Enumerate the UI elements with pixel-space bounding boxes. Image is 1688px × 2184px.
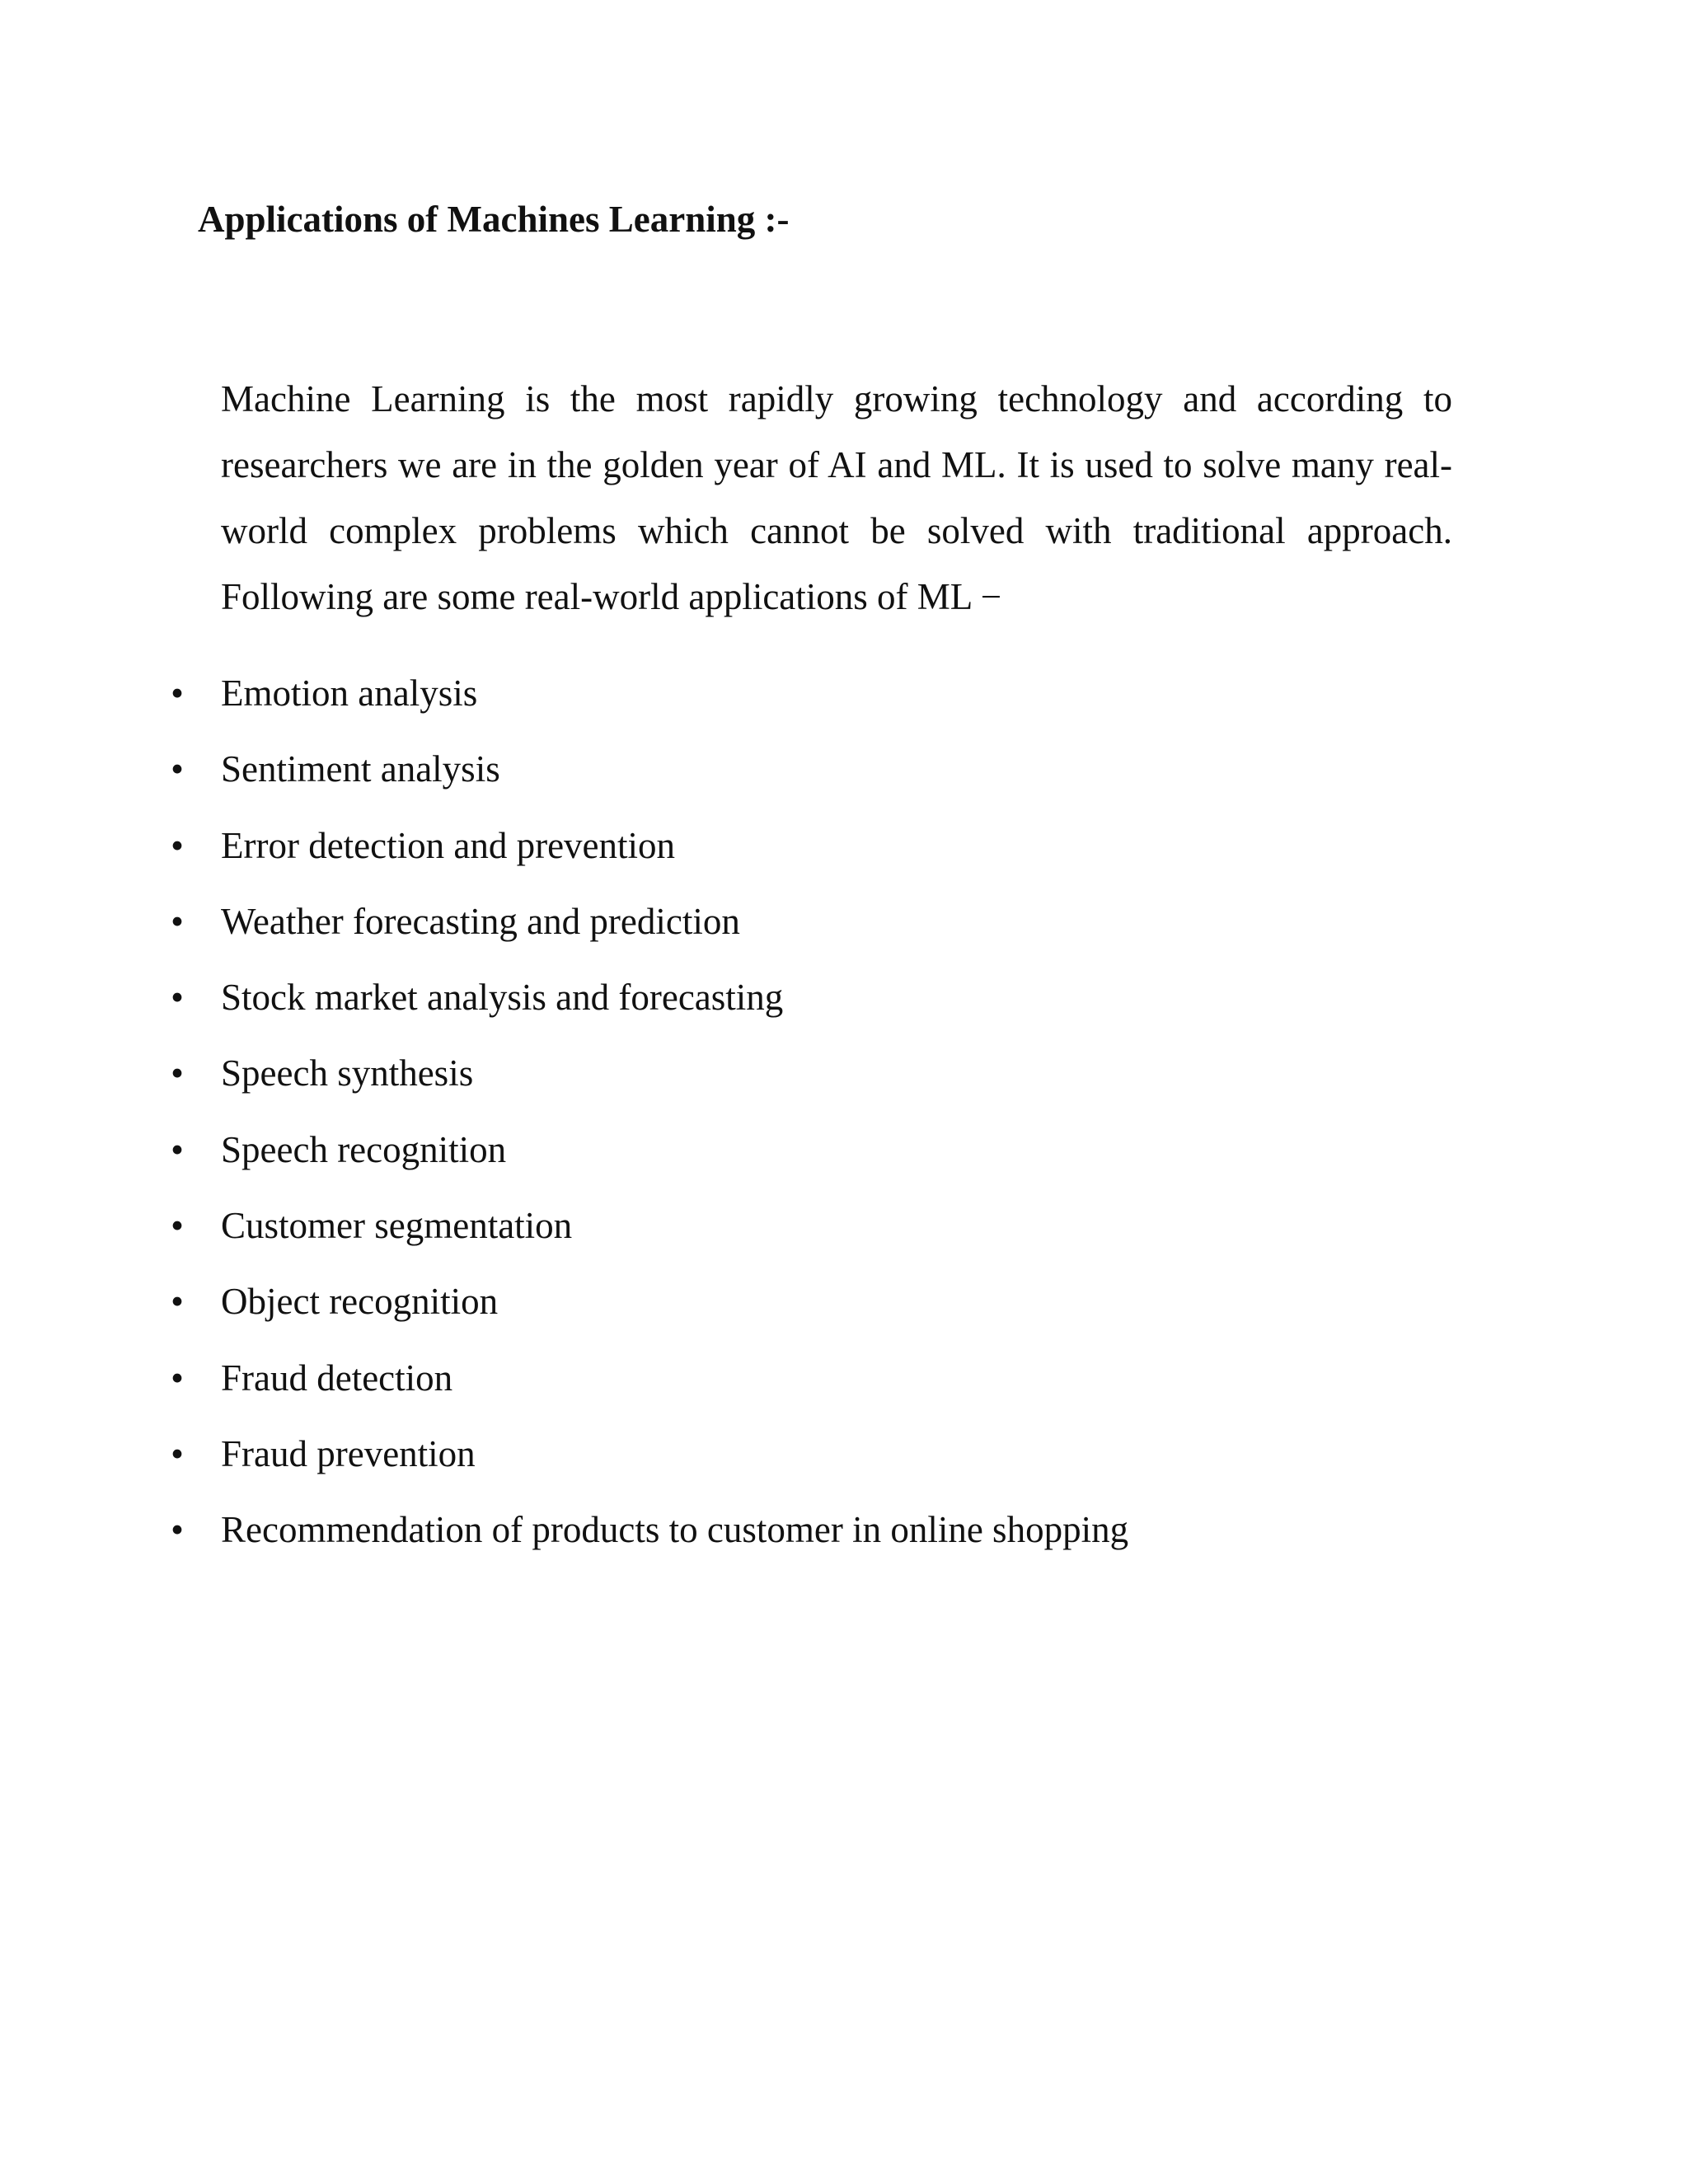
- list-item-label: Weather forecasting and prediction: [221, 900, 740, 942]
- list-item-label: Object recognition: [221, 1281, 499, 1323]
- list-item-label: Speech recognition: [221, 1128, 507, 1170]
- bullet-icon: •: [171, 1052, 184, 1094]
- bullet-icon: •: [171, 1128, 184, 1170]
- list-item-label: Sentiment analysis: [221, 748, 500, 790]
- list-item-label: Fraud detection: [221, 1357, 453, 1399]
- list-item-label: Fraud prevention: [221, 1432, 476, 1474]
- list-item-label: Emotion analysis: [221, 673, 478, 714]
- list-item-label: Speech synthesis: [221, 1052, 474, 1094]
- bullet-icon: •: [171, 900, 184, 942]
- list-item-label: Stock market analysis and forecasting: [221, 977, 784, 1019]
- intro-paragraph: Machine Learning is the most rapidly growing technology and according to researchers we are in the golden year of AI and ML. It is used to solve many real-world complex problems which cannot be solved with traditional approach. Following are some real-world applications of ML −: [221, 378, 1452, 617]
- bullet-icon: •: [171, 1205, 184, 1247]
- bullet-icon: •: [171, 1509, 184, 1551]
- bullet-icon: •: [171, 748, 184, 790]
- bullet-icon: •: [171, 977, 184, 1019]
- bullet-icon: •: [171, 673, 184, 714]
- bullet-icon: •: [171, 1281, 184, 1323]
- bullet-icon: •: [171, 1432, 184, 1474]
- list-item-label: Error detection and prevention: [221, 824, 676, 866]
- list-item-label: Recommendation of products to customer in online shopping: [221, 1509, 1129, 1551]
- list-item-label: Customer segmentation: [221, 1205, 573, 1247]
- bullet-icon: •: [171, 824, 184, 866]
- bullet-icon: •: [171, 1357, 184, 1399]
- page-title: Applications of Machines Learning :-: [198, 199, 790, 240]
